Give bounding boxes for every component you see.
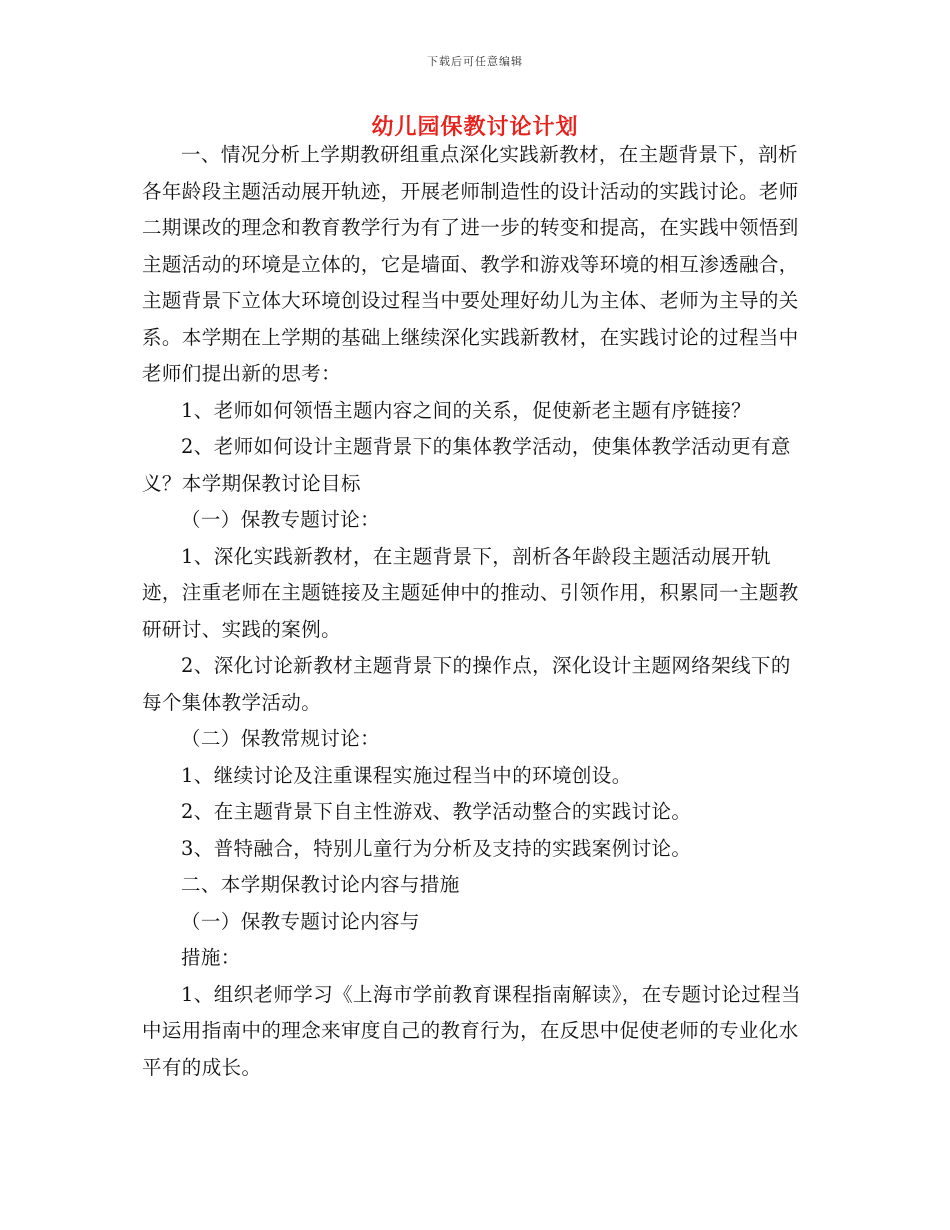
paragraph-routine-1: 1、继续讨论及注重课程实施过程当中的环境创设。 (181, 763, 632, 787)
paragraph-routine-3: 3、普特融合，特别儿童行为分析及支持的实践案例讨论。 (181, 836, 692, 860)
paragraph-subheading-measures: 措施： (181, 946, 241, 969)
document-body (142, 137, 810, 1086)
document-title: 幼儿园保教讨论计划 (371, 114, 579, 140)
paragraph-measure-1: 1、组织老师学习《上海市学前教育课程指南解读》，在专题讨论过程当中运用指南中的理念来审度自己的教育行为，在反思中促使老师的专业化水平有的成长。 (142, 982, 801, 1079)
paragraph-situation-analysis: 一、情况分析上学期教研组重点深化实践新教材，在主题背景下，剖析各年龄段主题活动展开轨迹，开展老师制造性的设计活动的实践讨论。老师二期课改的理念和教育教学行为有了进一步的转变和提高，在实践中领悟到主题活动的环境是立体的，它是墙面、教学和游戏等环境的相互渗透融合，主题背景下立体大环境创设过程当中要处理好幼儿为主体、老师为主导的关系。本学期在上学期的基础上继续深化实践新教材，在实践讨论的过程当中老师们提出新的思考： (142, 143, 799, 385)
paragraph-goal-2: 2、深化讨论新教材主题背景下的操作点，深化设计主题网络架线下的每个集体教学活动。 (142, 654, 791, 714)
paragraph-question-1: 1、老师如何领悟主题内容之间的关系，促使新老主题有序链接？ (181, 398, 752, 422)
paragraph-routine-2: 2、在主题背景下自主性游戏、教学活动整合的实践讨论。 (181, 800, 692, 823)
paragraph-subheading-topic-research: （一）保教专题讨论： (181, 508, 381, 531)
paragraph-subheading-content: （一）保教专题讨论内容与 (181, 909, 420, 933)
paragraph-subheading-routine-research: （二）保教常规讨论： (181, 727, 381, 750)
header-note: 下载后可任意编辑 (427, 55, 523, 68)
paragraph-question-2: 2、老师如何设计主题背景下的集体教学活动，使集体教学活动更有意义？本学期保教讨论目标 (142, 435, 791, 495)
paragraph-goal-1: 1、深化实践新教材，在主题背景下，剖析各年龄段主题活动展开轨迹，注重老师在主题链接及主题延伸中的推动、引领作用，积累同一主题教研研讨、实践的案例。 (142, 544, 799, 641)
paragraph-section-two-heading: 二、本学期保教讨论内容与措施 (181, 873, 460, 896)
